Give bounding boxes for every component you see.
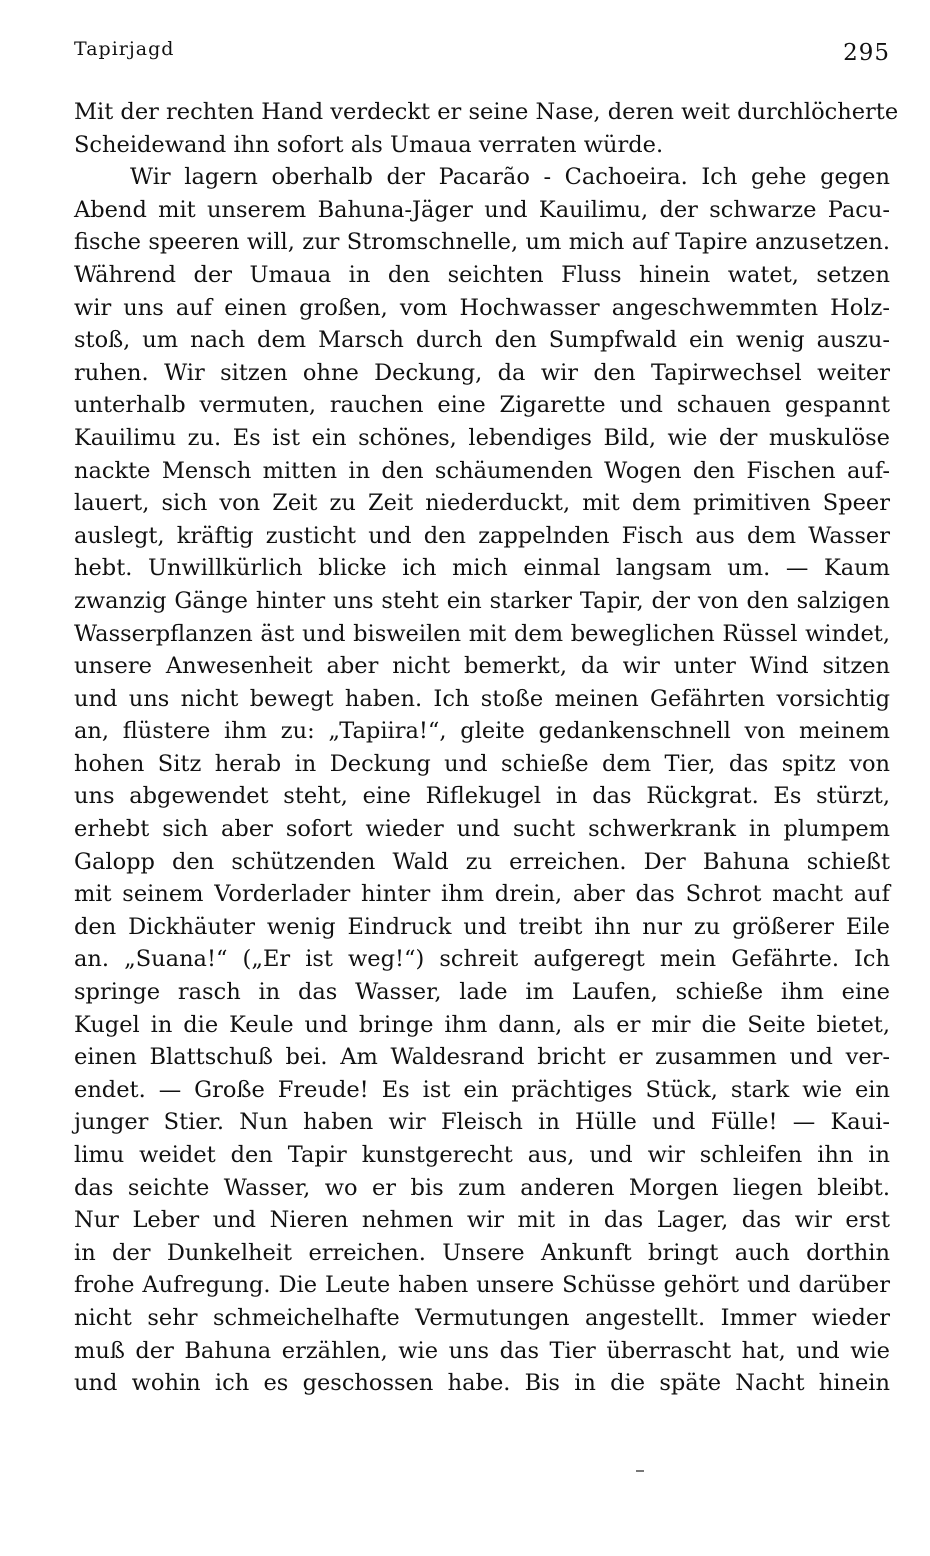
text-line: Abend mit unserem Bahuna-Jäger und Kauilimu, der schwarze Pacu- [74,196,890,223]
printer-mark [636,1470,644,1472]
text-line: hebt. Unwillkürlich blicke ich mich einmal langsam um. — Kaum [74,555,890,582]
text-line: Nur Leber und Nieren nehmen wir mit in das Lager, das wir erst [74,1207,890,1234]
text-line: hohen Sitz herab in Deckung und schieße dem Tier, das spitz von [74,750,890,777]
text-line: Mit der rechten Hand verdeckt er seine Nase, deren weit durchlöcherte [74,99,899,125]
text-line: uns abgewendet steht, eine Riflekugel in das Rückgrat. Es stürzt, [74,783,890,810]
running-head: Tapirjagd [74,38,175,60]
text-line: nicht sehr schmeichelhafte Vermutungen angestellt. Immer wieder [74,1304,890,1331]
text-line: einen Blattschuß bei. Am Waldesrand bricht er zusammen und ver- [74,1044,890,1071]
text-line: mit seinem Vorderlader hinter ihm drein, aber das Schrot macht auf [74,881,890,908]
text-line: unterhalb vermuten, rauchen eine Zigarette und schauen gespannt [74,392,890,419]
text-line: unsere Anwesenheit aber nicht bemerkt, da wir unter Wind sitzen [74,653,890,680]
text-line: Galopp den schützenden Wald zu erreichen. Der Bahuna schießt [74,848,890,875]
text-line: fische speeren will, zur Stromschnelle, um mich auf Tapire anzusetzen. [74,229,890,256]
text-line: das seichte Wasser, wo er bis zum anderen Morgen liegen bleibt. [74,1174,890,1201]
text-line: auslegt, kräftig zusticht und den zappelnden Fisch aus dem Wasser [74,522,890,549]
text-line: limu weidet den Tapir kunstgerecht aus, und wir schleifen ihn in [74,1142,890,1168]
text-line: Während der Umaua in den seichten Fluss hinein watet, setzen [74,261,890,288]
text-line: ruhen. Wir sitzen ohne Deckung, da wir den Tapirwechsel weiter [74,359,890,386]
text-line: nackte Mensch mitten in den schäumenden Wogen den Fischen auf- [74,457,890,484]
text-line: an, flüstere ihm zu: „Tapiira!“, gleite gedankenschnell von meinem [74,718,890,745]
text-line: junger Stier. Nun haben wir Fleisch in Hülle und Fülle! — Kaui- [74,1109,890,1136]
text-line: frohe Aufregung. Die Leute haben unsere Schüsse gehört und darüber [74,1272,890,1299]
text-line: stoß, um nach dem Marsch durch den Sumpfwald ein wenig auszu- [74,327,890,354]
body-text [74,96,899,1400]
text-line: Scheidewand ihn sofort als Umaua verraten würde. [74,131,664,158]
text-line: wir uns auf einen großen, vom Hochwasser angeschwemmten Holz- [74,294,890,321]
text-line: Kugel in die Keule und bringe ihm dann, als er mir die Seite bietet, [74,1011,890,1038]
text-line: und wohin ich es geschossen habe. Bis in die späte Nacht hinein [74,1370,890,1397]
text-line: muß der Bahuna erzählen, wie uns das Tier überrascht hat, und wie [74,1337,890,1364]
text-line: endet. — Große Freude! Es ist ein prächtiges Stück, stark wie ein [74,1076,890,1103]
text-line: und uns nicht bewegt haben. Ich stoße meinen Gefährten vorsichtig [74,685,890,712]
text-line: lauert, sich von Zeit zu Zeit niederduckt, mit dem primitiven Speer [74,490,890,517]
text-line: Kauilimu zu. Es ist ein schönes, lebendiges Bild, wie der muskulöse [74,424,890,451]
text-line: springe rasch in das Wasser, lade im Laufen, schieße ihm eine [74,979,890,1006]
paragraph-1 [74,96,899,161]
text-line: in der Dunkelheit erreichen. Unsere Ankunft bringt auch dorthin [74,1239,890,1266]
text-line: erhebt sich aber sofort wieder und sucht schwerkrank in plumpem [74,816,890,843]
text-line: den Dickhäuter wenig Eindruck und treibt ihn nur zu größerer Eile [74,913,890,940]
text-line: zwanzig Gänge hinter uns steht ein starker Tapir, der von den salzigen [74,587,890,614]
page-number: 295 [843,40,890,66]
paragraph-2 [74,161,890,1400]
text-line: Wir lagern oberhalb der Pacarão - Cachoeira. Ich gehe gegen [130,164,890,191]
text-line: Wasserpflanzen äst und bisweilen mit dem beweglichen Rüssel windet, [74,620,890,647]
text-line: an. „Suana!“ („Er ist weg!“) schreit aufgeregt mein Gefährte. Ich [74,946,890,973]
